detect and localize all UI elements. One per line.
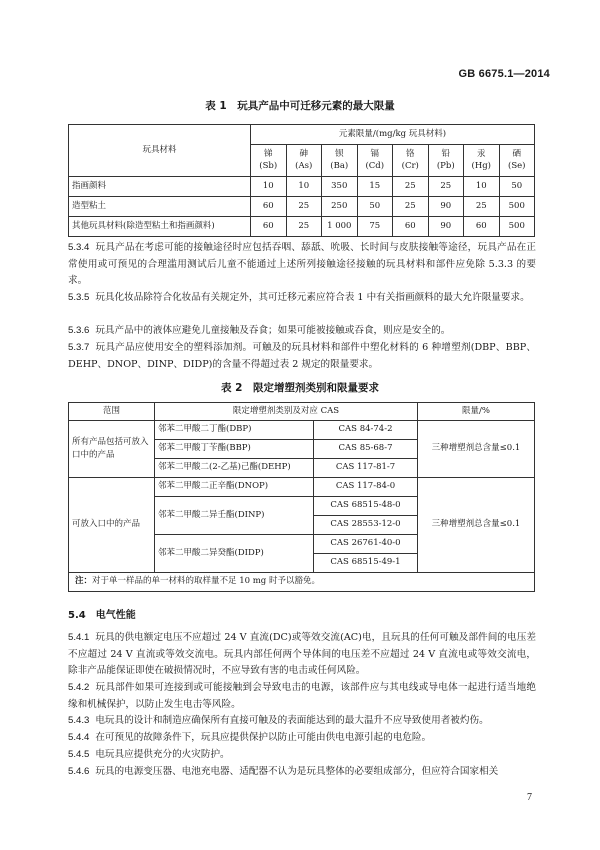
limit-value: 10 [464,177,500,197]
clause-5-4-4: 5.4.4 在可预见的故障条件下，玩具应提供保护以防止可能由供电电源引起的电危险。 [68,732,432,743]
page-number: 7 [527,792,532,803]
element-header: 硒 (Se) [499,145,535,177]
cas-number: CAS 117-84-0 [314,478,418,497]
limit-value: 350 [322,177,358,197]
plasticizer-name: 邻苯二甲酸二正辛酯(DNOP) [155,478,314,497]
clause-5-4-2: 5.4.2 玩具部件如果可连接到或可能接触到会导致电击的电源，该部件应与其电线或导电体一起进行适当地绝缘和机械保护，以防止发生电击等风险。 [68,682,536,710]
table1 [68,124,535,237]
limit-value: 1 000 [322,217,358,237]
clause-5-4-6: 5.4.6 玩具的电源变压器、电池充电器、适配器不认为是玩具整体的必要组成部分，但应符合国家相关 [68,766,499,777]
limit-value: 60 [251,197,287,217]
table2-plasticizer-header: 限定增塑剂类别及对应 CAS [155,403,418,421]
limit-group2: 三种增塑剂总含量≤0.1 [418,478,535,573]
limit-value: 25 [393,197,429,217]
element-header: 锑 (Sb) [251,145,287,177]
material-name: 指画颜料 [69,177,251,197]
table1-material-header: 玩具材料 [69,125,251,177]
limit-value: 25 [286,197,322,217]
table2-limit-header: 限量/% [418,403,535,421]
standard-code: GB 6675.1—2014 [458,68,550,80]
table-row [69,478,535,497]
limit-value: 15 [357,177,393,197]
clause-5-4-1: 5.4.1 玩具的供电额定电压不应超过 24 V 直流(DC)或等效交流(AC)电，且玩具的任何可触及部件间的电压差不应超过 24 V 直流或等效交流电。玩具内部任何两个导体间的电压差不应超过 24 V 直流电或等效交流电，除非产品能保证即使在破损情况时，不应导致有害的电击或任何风险。 [68,632,536,677]
table-row [69,197,535,217]
element-header: 汞 (Hg) [464,145,500,177]
limit-value: 10 [251,177,287,197]
section-heading: 5.4 电气性能 [68,610,136,621]
table-row [69,421,535,440]
element-header: 钡 (Ba) [322,145,358,177]
table-row [69,177,535,197]
clause-5-3-6: 5.3.6 玩具产品中的液体应避免儿童接触及吞食；如果可能被接触或吞食，则应是安全的。 [68,325,451,336]
limit-value: 250 [322,197,358,217]
element-header: 铅 (Pb) [428,145,464,177]
limit-value: 60 [393,217,429,237]
limit-value: 90 [428,217,464,237]
cas-number: CAS 68515-49-1 [314,554,418,573]
cas-number: CAS 28553-12-0 [314,516,418,535]
limit-value: 25 [428,177,464,197]
limit-value: 75 [357,217,393,237]
limit-value: 500 [499,197,535,217]
element-header: 镉 (Cd) [357,145,393,177]
plasticizer-name: 邻苯二甲酸二异壬酯(DINP) [155,497,314,535]
limit-value: 10 [286,177,322,197]
clause-5-3-7: 5.3.7 玩具产品应使用安全的塑料添加剂。可触及的玩具材料和部件中塑化材料的 6 种增塑剂(DBP、BBP、DEHP、DNOP、DINP、DIDP)的含量不得超过表 2 规定的限量要求。 [68,342,536,370]
element-header: 铬 (Cr) [393,145,429,177]
material-name: 造型粘土 [69,197,251,217]
limit-value: 50 [499,177,535,197]
element-header: 砷 (As) [286,145,322,177]
cas-number: CAS 117-81-7 [314,459,418,478]
limit-value: 90 [428,197,464,217]
plasticizer-name: 邻苯二甲酸二异癸酯(DIDP) [155,535,314,573]
limit-value: 500 [499,217,535,237]
scope-mouthable-products: 可放入口中的产品 [69,478,155,573]
clause-5-3-5: 5.3.5 玩具化妆品除符合化妆品有关规定外，其可迁移元素应符合表 1 中有关指画颜料的最大允许限量要求。 [68,292,530,303]
limit-value: 60 [251,217,287,237]
scope-all-products: 所有产品包括可放入口中的产品 [69,421,155,478]
cas-number: CAS 68515-48-0 [314,497,418,516]
table2-scope-header: 范围 [69,403,155,421]
clause-5-4-5: 5.4.5 电玩具应提供充分的火灾防护。 [68,749,230,760]
plasticizer-name: 邻苯二甲酸二(2-乙基)己酯(DEHP) [155,459,314,478]
limit-value: 50 [357,197,393,217]
table-row [69,217,535,237]
plasticizer-name: 邻苯二甲酸二丁酯(DBP) [155,421,314,440]
clause-5-4-3: 5.4.3 电玩具的设计和制造应确保所有直接可触及的表面能达到的最大温升不应导致使用者被灼伤。 [68,715,489,726]
cas-number: CAS 26761-40-0 [314,535,418,554]
table1-limit-header: 元素限量/(mg/kg 玩具材料) [251,125,535,145]
cas-number: CAS 84-74-2 [314,421,418,440]
limit-value: 25 [286,217,322,237]
plasticizer-name: 邻苯二甲酸丁苄酯(BBP) [155,440,314,459]
table2-note: 注：对于单一样品的单一材料的取样量不足 10 mg 时予以豁免。 [69,573,535,592]
table1-caption: 表 1 玩具产品中可迁移元素的最大限量 [205,100,395,112]
material-name: 其他玩具材料(除造型粘土和指画颜料) [69,217,251,237]
table2 [68,402,535,592]
limit-group1: 三种增塑剂总含量≤0.1 [418,421,535,478]
clause-5-3-4: 5.3.4 玩具产品在考虑可能的接触途径时应包括吞咽、舔舐、吮吸、长时间与皮肤接触等途径，玩具产品在正常使用或可预见的合理滥用测试后儿童不能通过上述所列接触途径接触的玩具材料和部件应免除 5.3.3 的要求。 [68,242,536,287]
cas-number: CAS 85-68-7 [314,440,418,459]
limit-value: 25 [464,197,500,217]
table2-caption: 表 2 限定增塑剂类别和限量要求 [221,382,379,394]
limit-value: 60 [464,217,500,237]
limit-value: 25 [393,177,429,197]
